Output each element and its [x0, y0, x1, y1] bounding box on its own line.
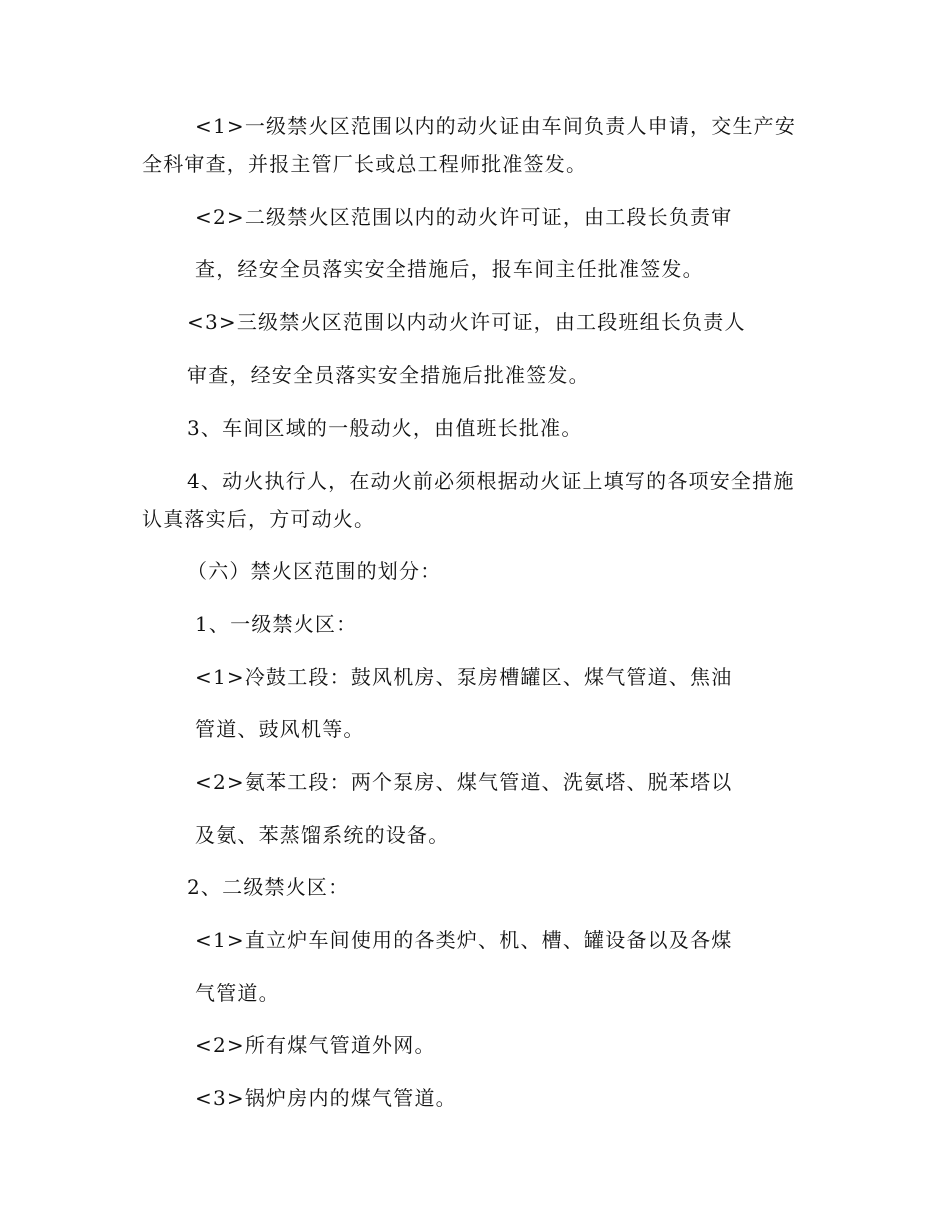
paragraph-line-5: <3>三级禁火区范围以内动火许可证，由工段班组长负责人 [187, 310, 746, 334]
paragraph-line-14: <2>氨苯工段：两个泵房、煤气管道、洗氨塔、脱苯塔以 [195, 770, 733, 794]
paragraph-line-3: <2>二级禁火区范围以内的动火许可证，由工段长负责审 [195, 205, 733, 229]
paragraph-line-4: 查，经安全员落实安全措施后，报车间主任批准签发。 [195, 257, 704, 281]
paragraph-line-19: <2>所有煤气管道外网。 [195, 1033, 436, 1057]
section-heading-6: （六）禁火区范围的划分： [187, 559, 442, 583]
paragraph-line-17: <1>直立炉车间使用的各类炉、机、槽、罐设备以及各煤 [195, 928, 733, 952]
paragraph-line-20: <3>锅炉房内的煤气管道。 [195, 1086, 457, 1110]
paragraph-line-6: 审查，经安全员落实安全措施后批准签发。 [187, 363, 590, 387]
paragraph-line-13: 管道、豉风机等。 [195, 717, 365, 741]
paragraph-line-1: <1>一级禁火区范围以内的动火证由车间负责人申请，交生产安 [195, 114, 797, 138]
subsection-heading-2: 2、二级禁火区： [187, 875, 350, 899]
paragraph-line-18: 气管道。 [195, 981, 280, 1005]
subsection-heading-1: 1、一级禁火区： [195, 612, 358, 636]
paragraph-line-2: 全科审查，并报主管厂长或总工程师批准签发。 [142, 152, 588, 176]
paragraph-line-9: 认真落实后，方可动火。 [142, 507, 376, 531]
paragraph-line-7: 3、车间区域的一般动火，由值班长批准。 [187, 416, 583, 440]
paragraph-line-15: 及氨、苯蒸馏系统的设备。 [195, 823, 450, 847]
paragraph-line-8: 4、动火执行人，在动火前必须根据动火证上填写的各项安全措施 [187, 469, 795, 493]
paragraph-line-12: <1>冷鼓工段：鼓风机房、泵房槽罐区、煤气管道、焦油 [195, 665, 733, 689]
